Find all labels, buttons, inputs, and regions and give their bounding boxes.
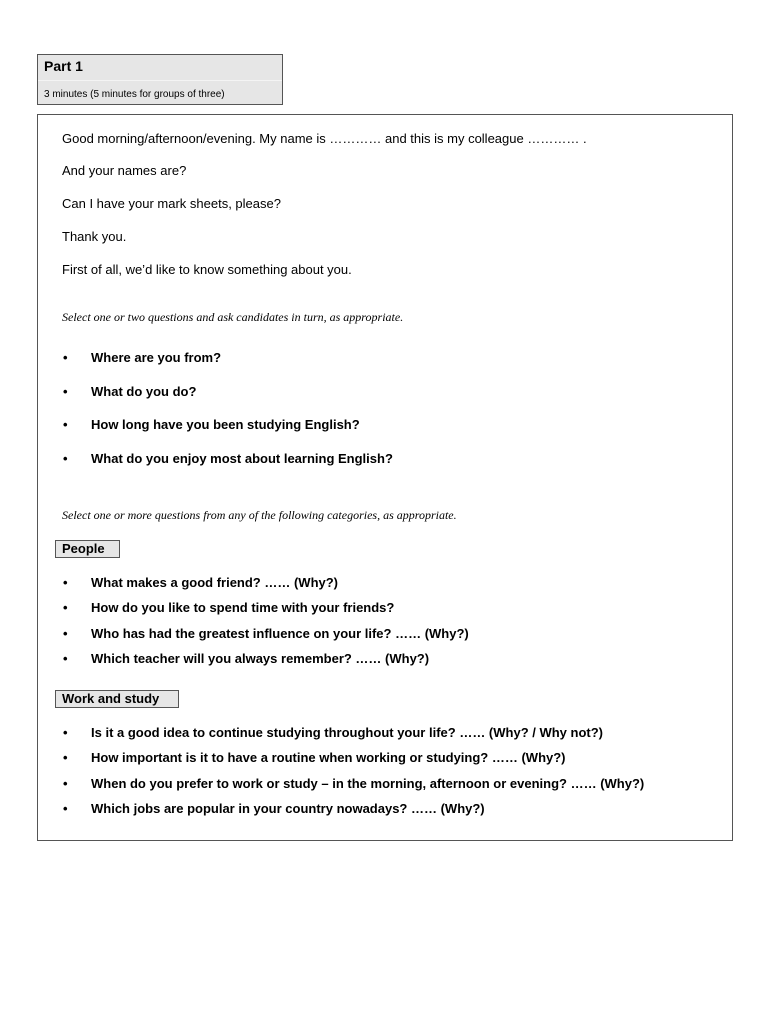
question-text: How long have you been studying English?	[91, 417, 360, 432]
bullet-icon: •	[63, 725, 68, 740]
question-text: What do you do?	[91, 384, 197, 399]
question-item	[63, 776, 644, 791]
bullet-icon: •	[63, 600, 68, 615]
question-text: Where are you from?	[91, 350, 222, 365]
question-item	[63, 417, 360, 432]
intro-line-first: First of all, we’d like to know something about you.	[62, 262, 352, 277]
question-text: How do you like to spend time with your friends?	[91, 600, 395, 615]
bullet-icon: •	[63, 384, 68, 399]
bullet-icon: •	[63, 575, 68, 590]
bullet-icon: •	[63, 776, 68, 791]
intro-line-greeting: Good morning/afternoon/evening. My name is ………… and this is my colleague ………… .	[62, 131, 587, 146]
question-text: How important is it to have a routine when working or studying? …… (Why?)	[91, 750, 566, 765]
question-item	[63, 451, 393, 466]
question-text: What makes a good friend? …… (Why?)	[91, 575, 339, 590]
part-timing: 3 minutes (5 minutes for groups of three)	[44, 89, 225, 100]
intro-line-mark-sheets: Can I have your mark sheets, please?	[62, 196, 281, 211]
question-text: What do you enjoy most about learning English?	[91, 451, 393, 466]
bullet-icon: •	[63, 750, 68, 765]
part-header-box	[37, 54, 283, 105]
question-item	[63, 384, 196, 399]
bullet-icon: •	[63, 417, 68, 432]
part-header-divider	[38, 80, 282, 81]
question-item	[63, 575, 338, 590]
question-text: When do you prefer to work or study – in the morning, afternoon or evening? …… (Why?)	[91, 776, 645, 791]
category-people-label: People	[55, 540, 120, 558]
question-item	[63, 350, 221, 365]
question-item	[63, 600, 394, 615]
question-item	[63, 725, 603, 740]
instruction-select-one-or-two: Select one or two questions and ask candidates in turn, as appropriate.	[62, 310, 404, 324]
question-text: Which jobs are popular in your country nowadays? …… (Why?)	[91, 801, 485, 816]
bullet-icon: •	[63, 801, 68, 816]
question-text: Which teacher will you always remember? …… (Why?)	[91, 651, 430, 666]
instruction-select-categories: Select one or more questions from any of the following categories, as appropriate.	[62, 508, 457, 522]
bullet-icon: •	[63, 651, 68, 666]
category-work-study-label: Work and study	[55, 690, 179, 708]
question-item	[63, 801, 485, 816]
bullet-icon: •	[63, 451, 68, 466]
question-item	[63, 651, 429, 666]
intro-line-thank-you: Thank you.	[62, 229, 127, 244]
question-item	[63, 750, 566, 765]
question-text: Who has had the greatest influence on your life? …… (Why?)	[91, 626, 469, 641]
bullet-icon: •	[63, 626, 68, 641]
question-text: Is it a good idea to continue studying throughout your life? …… (Why? / Why not?)	[91, 725, 604, 740]
intro-line-names: And your names are?	[62, 163, 187, 178]
part-title: Part 1	[44, 58, 83, 74]
question-item	[63, 626, 469, 641]
bullet-icon: •	[63, 350, 68, 365]
